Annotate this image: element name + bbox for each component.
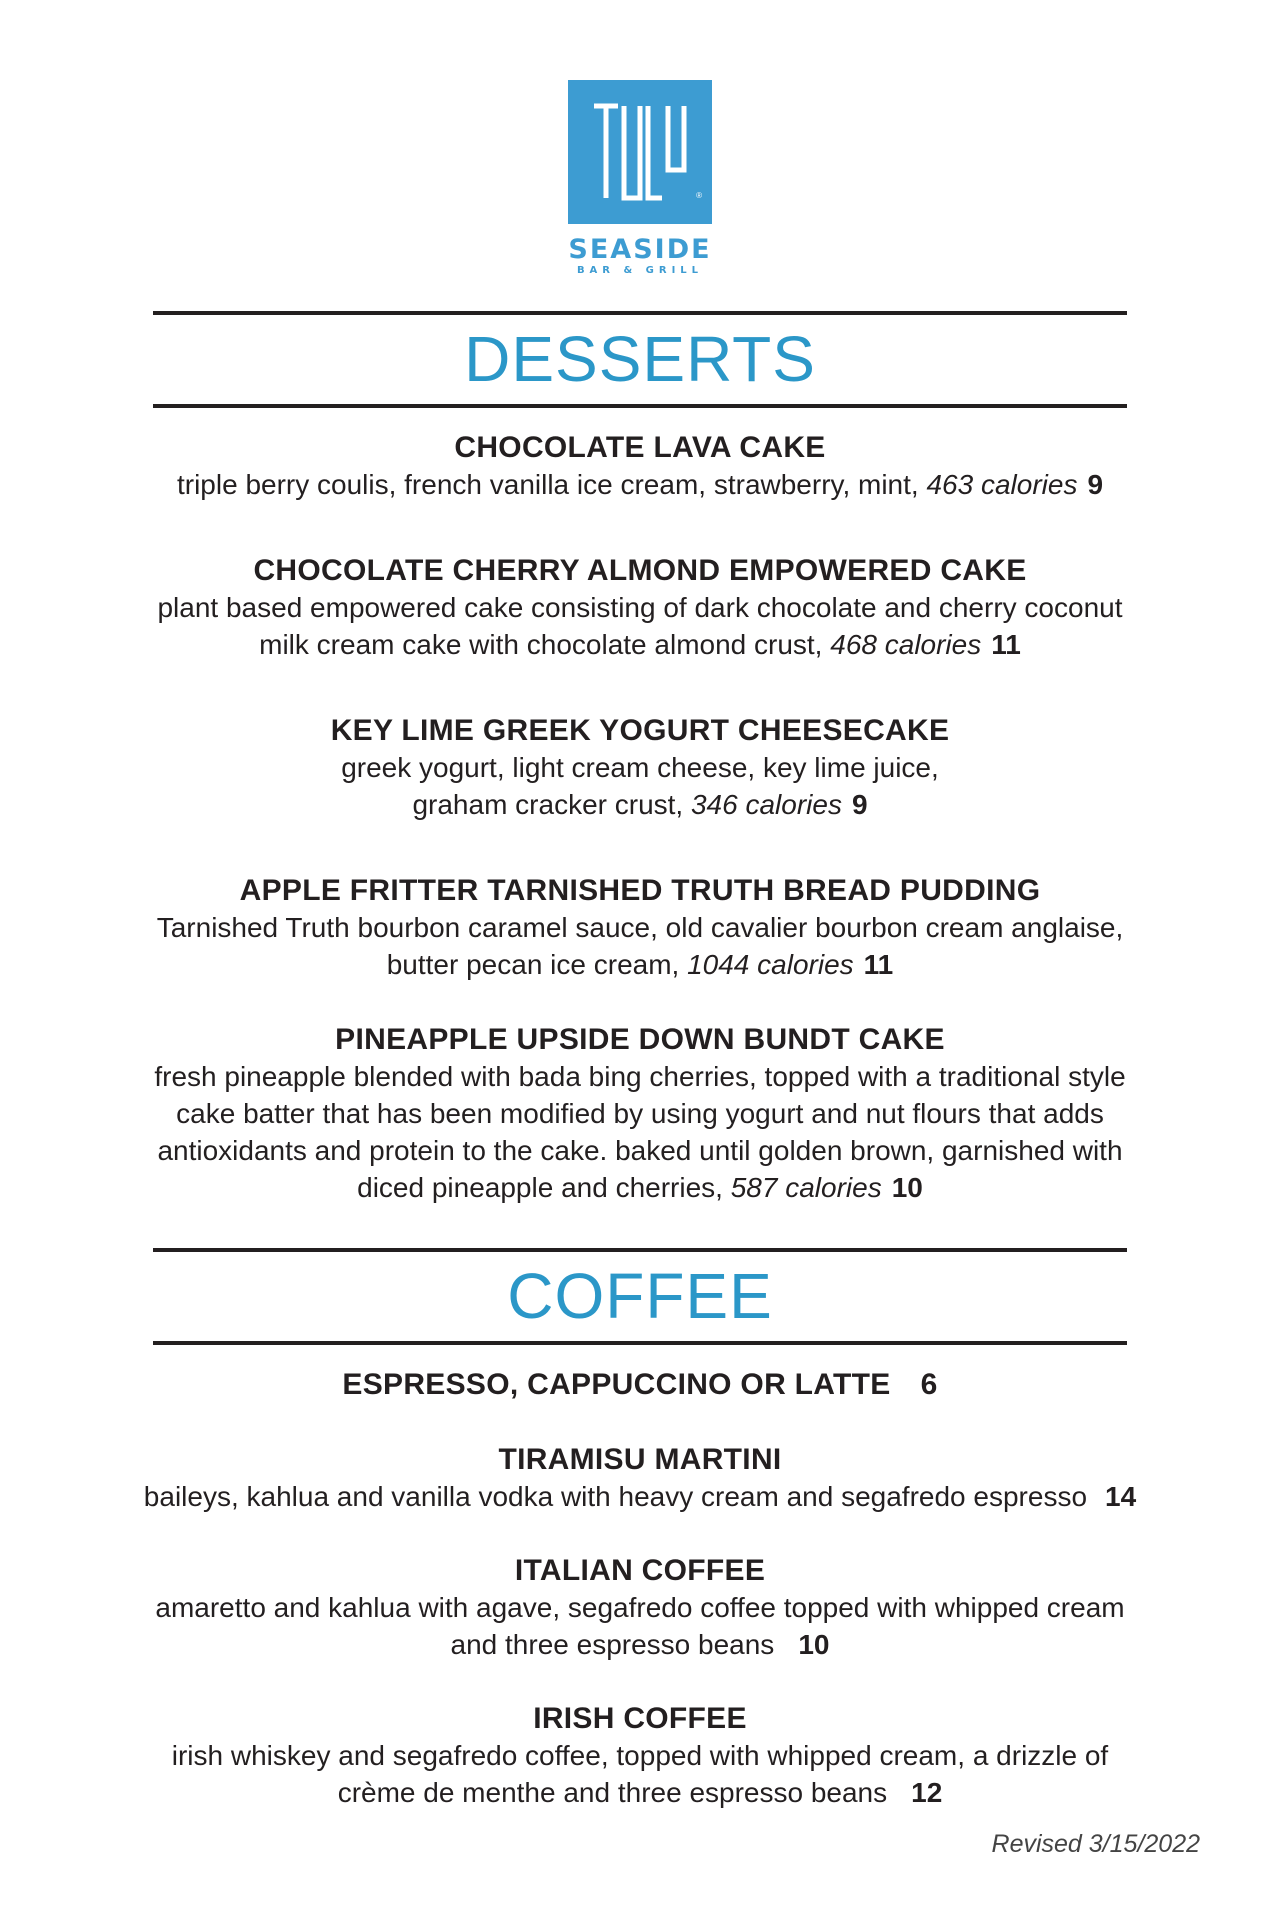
item-calories: 468 calories — [830, 629, 982, 660]
item-calories: 587 calories — [730, 1172, 882, 1203]
item-calories: 346 calories — [690, 789, 842, 820]
divider-rule — [153, 1341, 1127, 1345]
menu-item — [60, 872, 1220, 983]
divider-rule — [153, 311, 1127, 315]
revision-date: Revised 3/15/2022 — [991, 1830, 1200, 1858]
divider-rule — [153, 1248, 1127, 1252]
description-line: Tarnished Truth bourbon caramel sauce, old cavalier bourbon cream anglaise, — [156, 912, 1124, 943]
description-line: antioxidants and protein to the cake. baked until golden brown, garnished with — [157, 1135, 1123, 1166]
menu-item — [60, 1366, 1220, 1403]
item-calories: 463 calories — [926, 469, 1078, 500]
logo-mark — [568, 80, 712, 224]
menu-item — [60, 1700, 1220, 1811]
description-line: cake batter that has been modified by using yogurt and nut flours that adds — [176, 1098, 1104, 1129]
description-line: and three espresso beans — [450, 1629, 775, 1660]
description-line: triple berry coulis, french vanilla ice cream, strawberry, mint, — [176, 469, 919, 500]
item-name: CHOCOLATE LAVA CAKE — [454, 431, 826, 464]
item-name — [60, 1366, 1220, 1403]
tulu-wordmark-graphic — [592, 100, 688, 204]
item-price: 11 — [991, 629, 1021, 660]
logo-subtitle: BAR & GRILL — [576, 265, 704, 276]
description-line: fresh pineapple blended with bada bing cherries, topped with a traditional style — [154, 1061, 1126, 1092]
item-price: 14 — [1105, 1481, 1137, 1512]
menu-item — [60, 552, 1220, 663]
item-name: IRISH COFFEE — [533, 1702, 747, 1735]
description-line: baileys, kahlua and vanilla vodka with heavy cream and segafredo espresso — [143, 1481, 1088, 1512]
divider-rule — [153, 404, 1127, 408]
item-description — [60, 749, 1220, 823]
item-price: 6 — [920, 1368, 938, 1401]
item-calories: 1044 calories — [687, 949, 854, 980]
item-title: ESPRESSO, CAPPUCCINO OR LATTE — [342, 1368, 891, 1401]
item-description — [60, 909, 1220, 983]
item-price: 11 — [863, 949, 894, 980]
coffee-heading: COFFEE — [507, 1260, 773, 1332]
menu-item — [60, 712, 1220, 823]
item-description — [60, 1589, 1220, 1663]
item-price: 12 — [911, 1777, 943, 1808]
item-description — [60, 589, 1220, 663]
item-name: PINEAPPLE UPSIDE DOWN BUNDT CAKE — [335, 1023, 945, 1056]
description-line: amaretto and kahlua with agave, segafredo coffee topped with whipped cream — [155, 1592, 1125, 1623]
item-description — [60, 1058, 1220, 1206]
description-line: plant based empowered cake consisting of dark chocolate and cherry coconut — [157, 592, 1123, 623]
description-line: diced pineapple and cherries, — [357, 1172, 723, 1203]
menu-item — [60, 1021, 1220, 1206]
menu-item — [60, 1552, 1220, 1663]
item-price: 9 — [851, 789, 868, 820]
restaurant-logo — [567, 80, 713, 276]
desserts-heading: DESSERTS — [464, 323, 816, 395]
item-name: ITALIAN COFFEE — [514, 1554, 766, 1587]
description-line: irish whiskey and segafredo coffee, topped with whipped cream, a drizzle of — [171, 1740, 1109, 1771]
item-name: CHOCOLATE CHERRY ALMOND EMPOWERED CAKE — [253, 554, 1027, 587]
registered-mark: ® — [696, 191, 702, 200]
item-name: TIRAMISU MARTINI — [498, 1443, 782, 1476]
description-line: graham cracker crust, — [412, 789, 684, 820]
item-description — [60, 1478, 1220, 1515]
logo-name: SEASIDE — [568, 234, 712, 265]
menu-item — [60, 429, 1220, 503]
item-price: 10 — [798, 1629, 830, 1660]
menu-item — [60, 1441, 1220, 1515]
description-line: crème de menthe and three espresso beans — [337, 1777, 888, 1808]
description-line: butter pecan ice cream, — [386, 949, 680, 980]
item-price: 9 — [1087, 469, 1104, 500]
description-line: milk cream cake with chocolate almond crust, — [259, 629, 823, 660]
item-description — [60, 1737, 1220, 1811]
item-name: KEY LIME GREEK YOGURT CHEESECAKE — [330, 714, 950, 747]
description-line: greek yogurt, light cream cheese, key lime juice, — [341, 752, 939, 783]
item-description — [60, 466, 1220, 503]
item-name: APPLE FRITTER TARNISHED TRUTH BREAD PUDDING — [239, 874, 1041, 907]
item-price: 10 — [891, 1172, 923, 1203]
